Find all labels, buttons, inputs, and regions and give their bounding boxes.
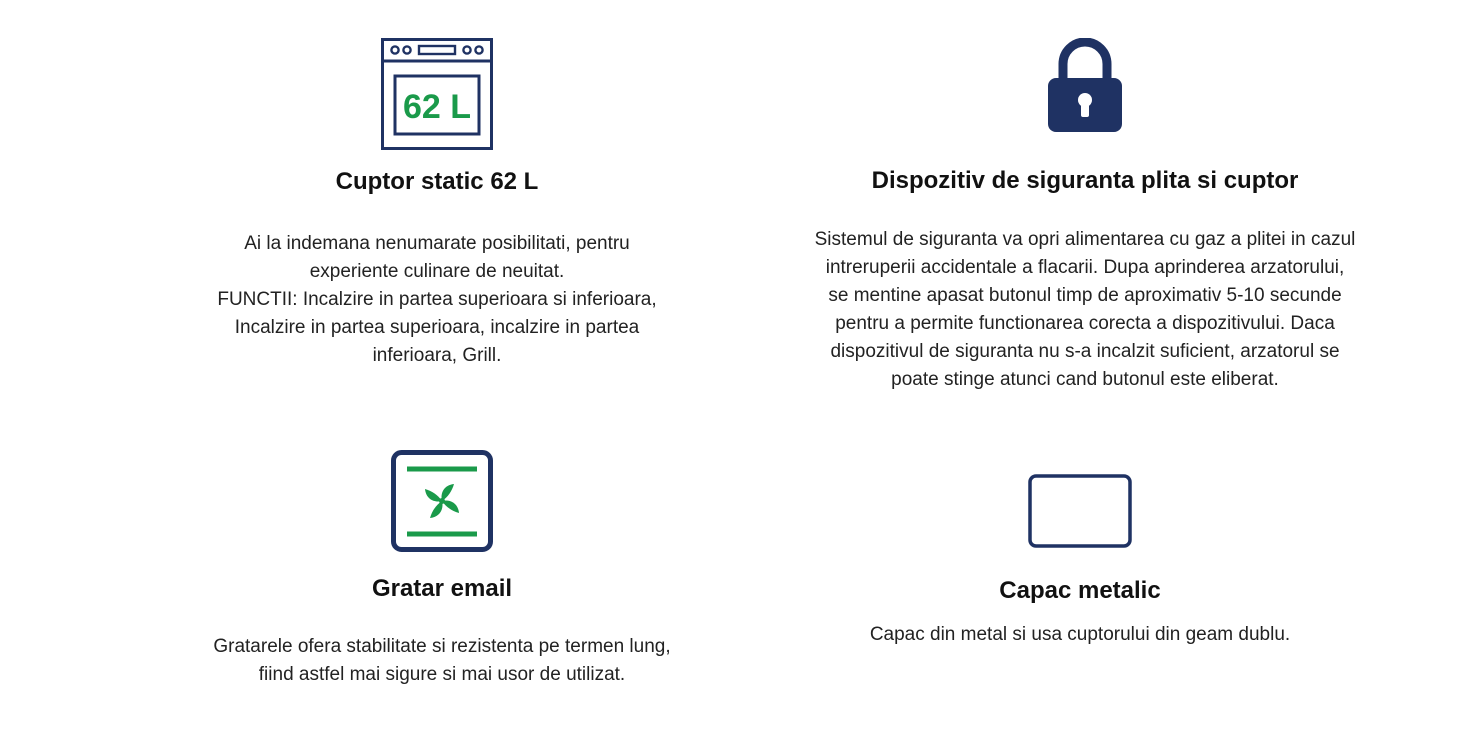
feature-oven xyxy=(167,0,707,400)
feature-title: Cuptor static 62 L xyxy=(335,168,539,195)
metal-lid-icon xyxy=(1028,474,1132,553)
feature-title: Capac metalic xyxy=(999,577,1161,604)
oven-icon xyxy=(381,38,493,155)
feature-metal-lid xyxy=(780,440,1380,700)
feature-description: Capac din metal si usa cuptorului din geam dublu. xyxy=(869,624,1291,645)
lock-icon xyxy=(1048,38,1122,139)
feature-title: Gratar email xyxy=(371,575,513,602)
feature-title: Dispozitiv de siguranta plita si cuptor xyxy=(871,167,1299,194)
feature-safety-device xyxy=(760,0,1410,400)
oven-capacity-label: 62 L xyxy=(402,88,472,126)
feature-description: Ai la indemana nenumarate posibilitati, pentru experiente culinare de neuitat. FUNCTII: Incalzire in partea superioara si inferioara, Incalzire in partea superioara, incalzire in partea inferioara, Grill. xyxy=(217,233,657,366)
feature-enamel-grill xyxy=(167,440,717,700)
fan-oven-icon xyxy=(391,450,493,557)
feature-description: Gratarele ofera stabilitate si rezistenta pe termen lung, fiind astfel mai sigure si mai usor de utilizat. xyxy=(213,636,671,685)
feature-description: Sistemul de siguranta va opri alimentarea cu gaz a plitei in cazul intreruperii accidentale a flacarii. Dupa aprinderea arzatorului, se mentine apasat butonul timp de aproximativ 5-10 secunde pentru a permite functionarea corecta a dispozitivului. Daca dispozitivul de siguranta nu s-a incalzit suficient, arzatorul se poate stinge atunci cand butonul este eliberat. xyxy=(814,229,1356,390)
